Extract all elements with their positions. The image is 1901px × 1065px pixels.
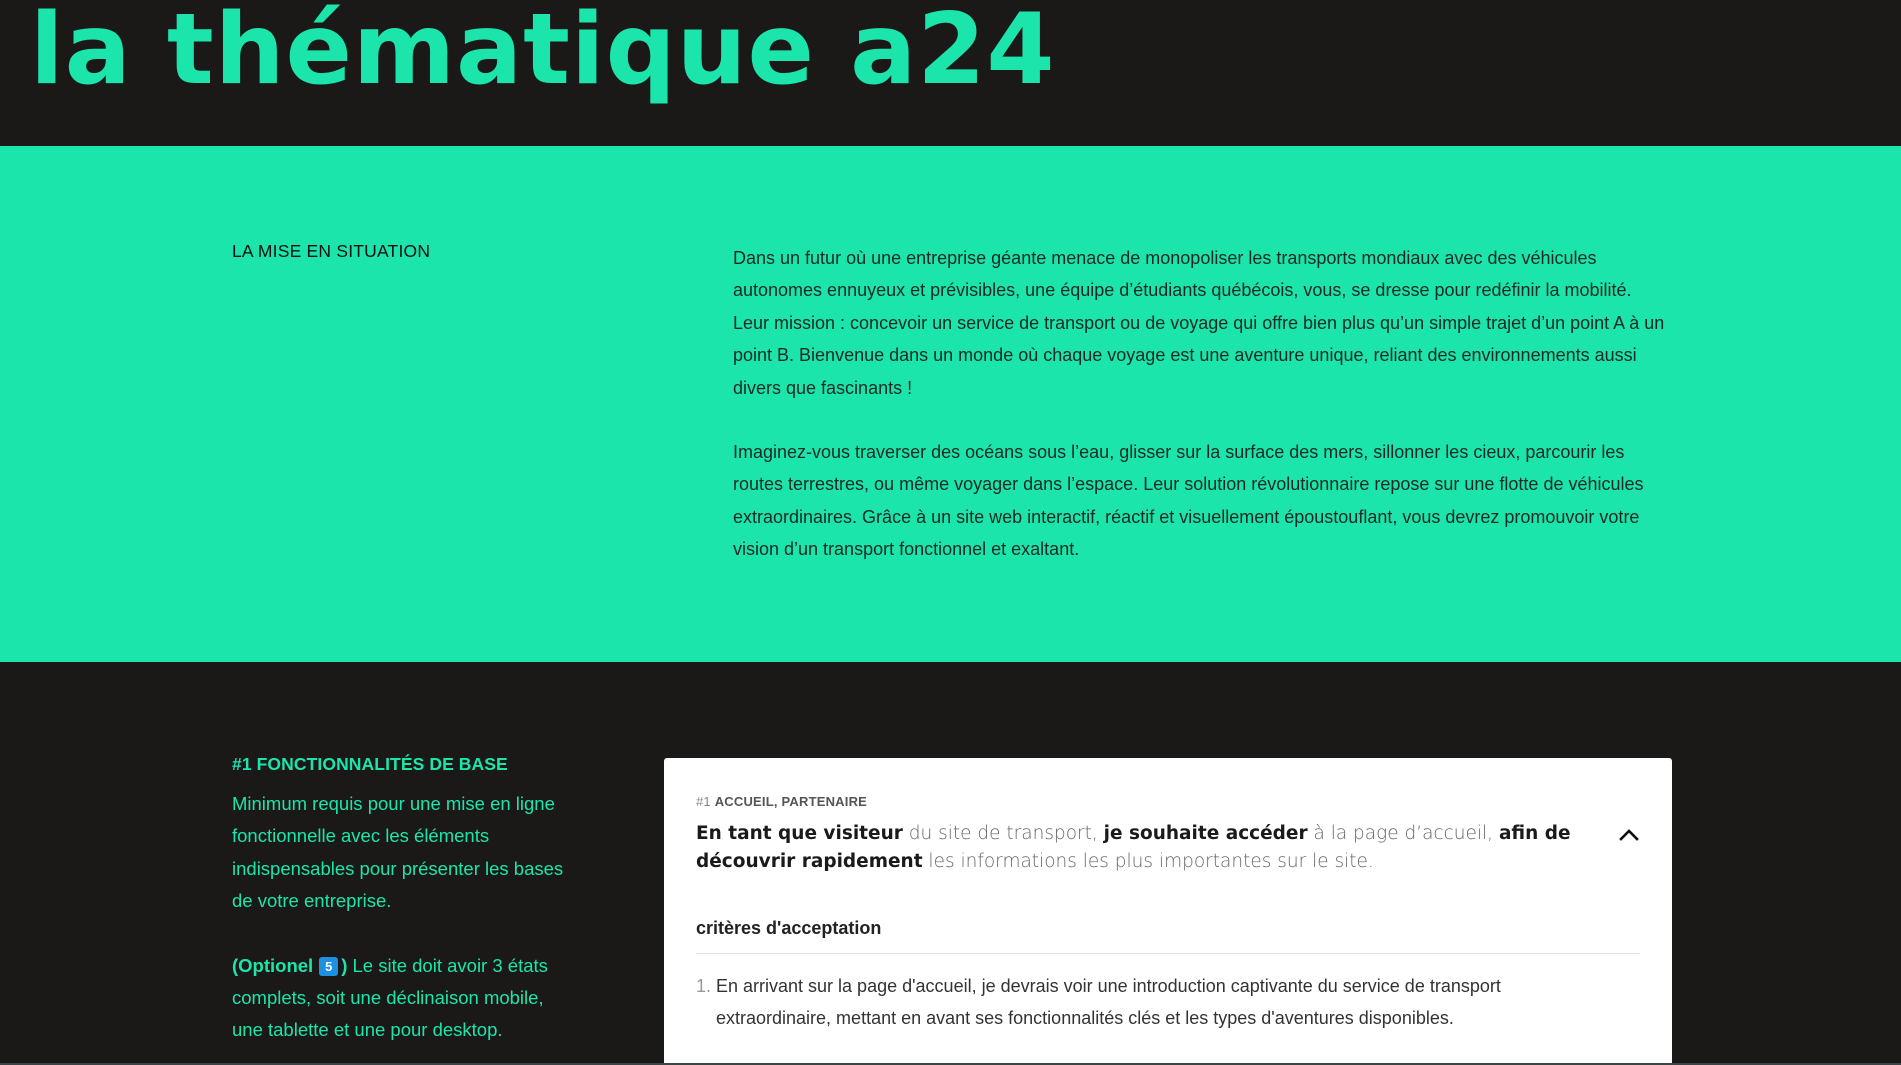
page-title: la thématique a24: [30, 0, 1056, 107]
intro-paragraph: Imaginez-vous traverser des océans sous l’eau, glisser sur la surface des mers, sillonner les cieux, parcourir les routes terrestres, ou même voyager dans l’espace. Leur solution révolutionnaire repose sur une flotte de véhicules extraordinaires. Grâce à un site web interactif, réactif et visuellement époustouflant, vous devrez promouvoir votre vision d’un transport fonctionnel et exaltant.: [733, 442, 1644, 560]
optional-label: (Optionel: [232, 954, 314, 976]
story-text: à la page d’accueil,: [1307, 823, 1499, 844]
keycap-5-icon: 5: [319, 957, 338, 976]
story-action: je souhaite accéder: [1103, 823, 1308, 844]
criteria-number: 1.: [696, 976, 712, 996]
criteria-item: [696, 970, 1556, 1035]
feature-description-text: Minimum requis pour une mise en ligne fonctionnelle avec les éléments indispensables pour présenter les bases de votre entreprise.: [232, 793, 564, 912]
features-section: [0, 662, 1901, 1065]
story-text: du site de transport,: [902, 823, 1104, 844]
intro-paragraph: Dans un futur où une entreprise géante menace de monopoliser les transports mondiaux avec des véhicules autonomes ennuyeux et prévisibles, une équipe d’étudiants québécois, vous, se dresse pour redéfinir la mobilité. Leur mission : concevoir un service de transport ou de voyage qui offre bien plus qu’un simple trajet d’un point A à un point B. Bienvenue dans un monde où chaque voyage est une aventure unique, reliant des environnements aussi divers que fascinants !: [733, 248, 1665, 398]
story-text: les informations les plus importantes sur le site.: [922, 851, 1374, 872]
user-story: [696, 820, 1576, 876]
intro-label: LA MISE EN SITUATION: [232, 241, 431, 261]
chevron-up-icon: [1616, 824, 1642, 846]
criteria-list: [696, 970, 1556, 1035]
feature-heading: #1 FONCTIONNALITÉS DE BASE: [232, 754, 508, 774]
intro-section: [0, 146, 1901, 662]
user-story-card: [664, 758, 1672, 1065]
criteria-text: En arrivant sur la page d'accueil, je devrais voir une introduction captivante du service de transport extraordinaire, mettant en avant ses fonctionnalités clés et les types d'aventures disponibles.: [716, 976, 1501, 1029]
optional-text: Le site doit avoir 3 états complets, soit une déclinaison mobile, une tablette et une pour desktop.: [232, 954, 548, 1041]
story-role: En tant que visiteur: [696, 823, 903, 844]
optional-label-close: ): [341, 954, 348, 976]
divider: [696, 953, 1640, 954]
feature-description: [232, 788, 577, 1047]
feature-optional-note: [232, 950, 577, 1047]
story-number: #1: [696, 794, 711, 809]
story-goal: afin de découvrir rapidement: [696, 823, 1571, 872]
criteria-title: critères d'acceptation: [696, 918, 882, 938]
collapse-toggle-button[interactable]: [1616, 824, 1642, 846]
story-category: ACCUEIL, PARTENAIRE: [714, 794, 868, 809]
site-header: [0, 0, 1901, 146]
story-tag: [696, 794, 867, 809]
intro-text: [733, 242, 1668, 566]
